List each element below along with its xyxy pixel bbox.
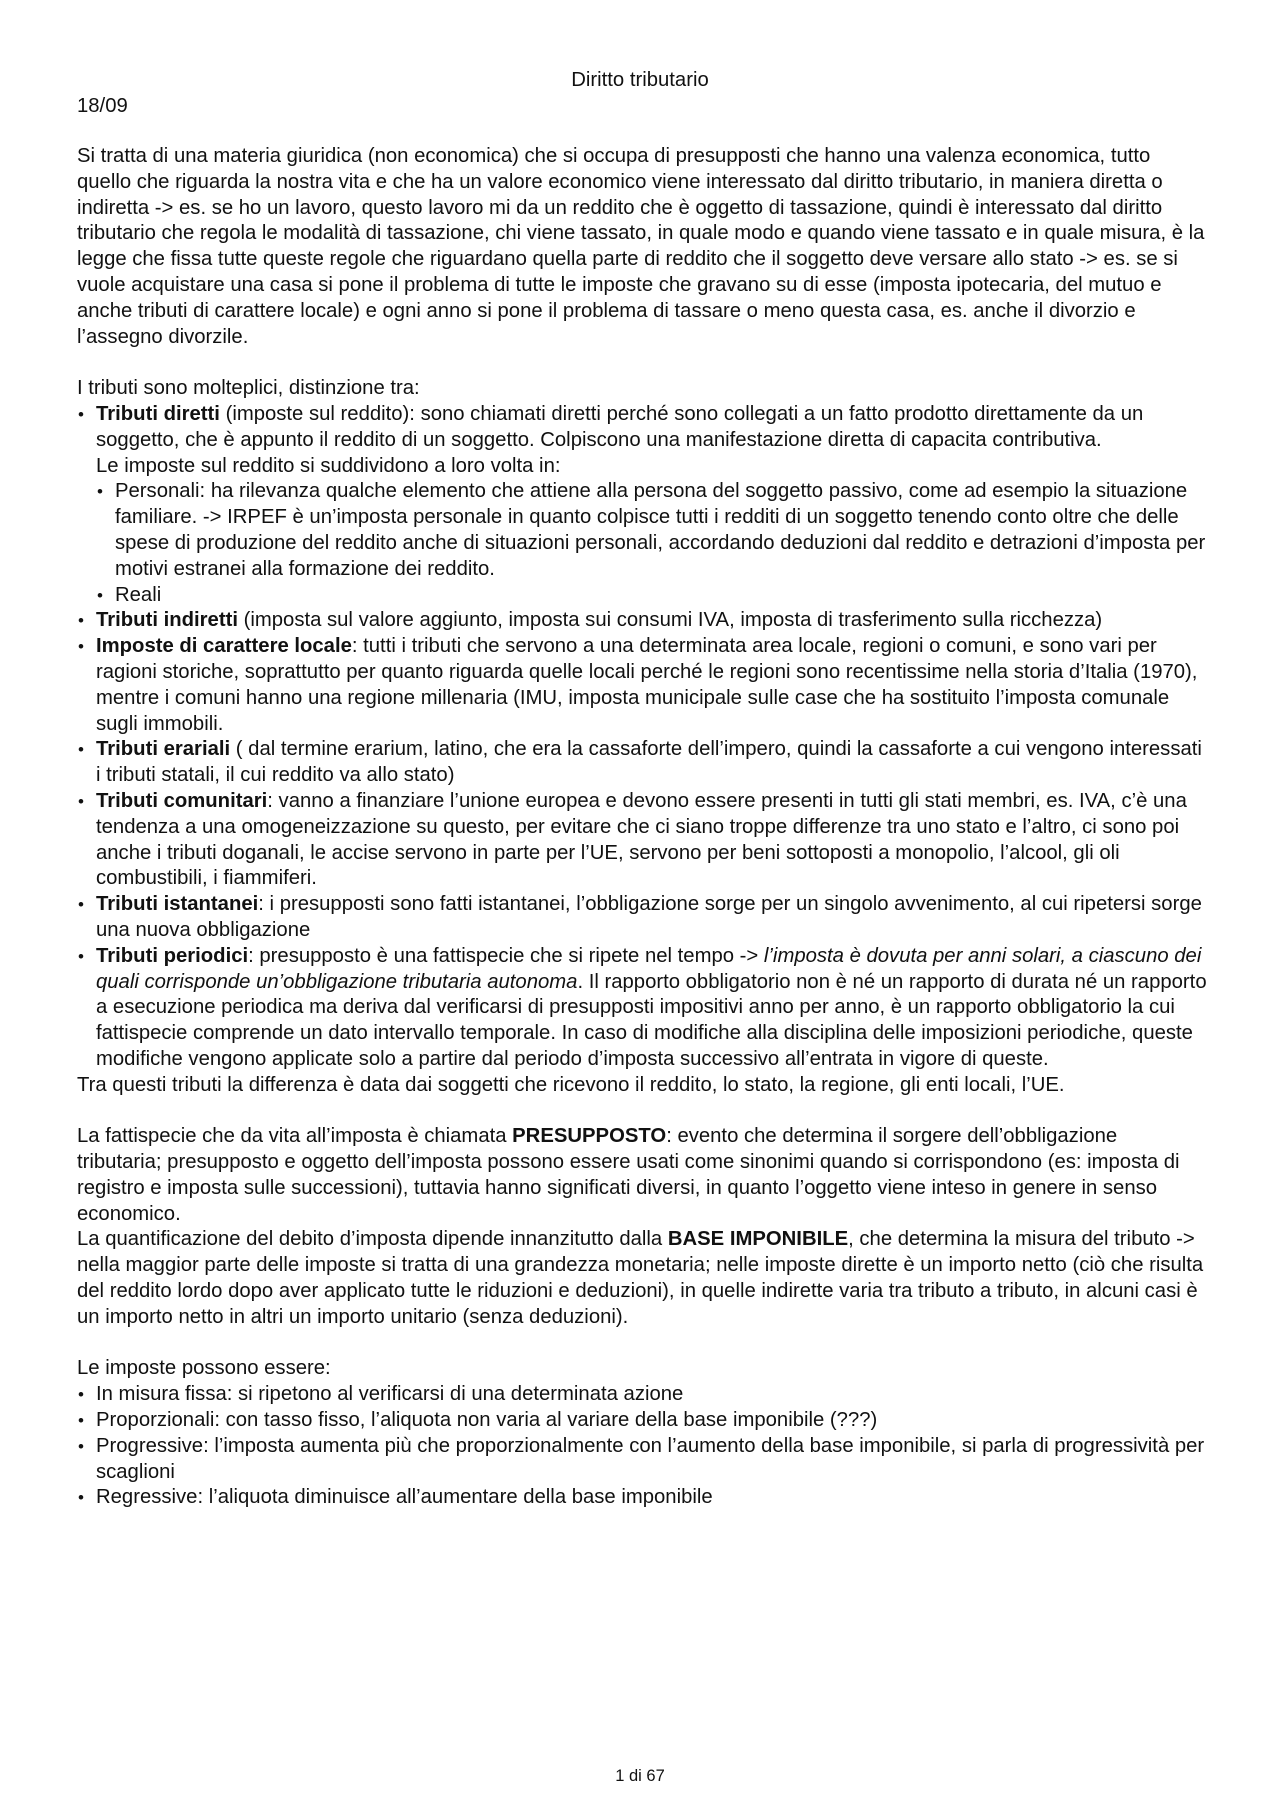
lecture-date: 18/09 [77,95,128,117]
presupposto-paragraph: La fattispecie che da vita all’imposta è chiamata PRESUPPOSTO: evento che determina il sorgere dell’obbligazione tributaria; presupposto e oggetto dell’imposta possono essere usati come sinonimi quando si corrispondono (es: imposta di registro e imposta sulle successioni), tuttavia hanno significati diversi, in quanto l’oggetto viene inteso in genere in senso economico. [77,1125,1180,1225]
term: Tributi periodici [96,944,249,967]
list-item: • In misura fissa: si ripetono al verificarsi di una determinata azione [77,1382,1207,1408]
sub-list [96,479,1207,608]
term: PRESUPPOSTO [512,1125,667,1148]
tributi-closing: Tra questi tributi la differenza è data dai soggetti che ricevono il reddito, lo stato, la regione, gli enti locali, l’UE. [77,1073,1065,1096]
list-item: • Imposte di carattere locale: tutti i tributi che servono a una determinata area locale, regioni o comuni, e sono vari per ragioni storiche, soprattutto per quanto riguarda quelle locali perché le regioni sono recentissime nella storia d’Italia (1970), mentre i comuni hanno una regione millenaria (IMU, imposta municipale sulle case che ha sostituito l’imposta comunale sugli immobili. [77,634,1207,737]
list-item: • Tributi istantanei: i presupposti sono fatti istantanei, l’obbligazione sorge per un singolo avvenimento, al cui ripetersi sorge una nuova obbligazione [77,892,1207,944]
italic-quote: l’imposta è dovuta per anni solari, a ciascuno dei quali corrisponde un’obbligazione tributaria autonoma [96,944,1202,993]
imposte-lead: Le imposte possono essere: [77,1357,331,1380]
list-item: • Proporzionali: con tasso fisso, l’aliquota non varia al variare della base imponibile (???) [77,1408,1207,1434]
imposte-list [77,1382,1207,1511]
list-item: • Personali: ha rilevanza qualche elemento che attiene alla persona del soggetto passivo, come ad esempio la situazione familiare. -> IRPEF è un’imposta personale in quanto colpisce tutti i redditi di un soggetto tenendo conto oltre che delle spese di produzione del reddito anche di situazioni personali, accordando deduzioni dal reddito e detrazioni d’imposta per motivi estranei alla formazione dei reddito. [96,479,1207,582]
term: Imposte di carattere locale [96,635,352,658]
tributi-list [77,402,1207,1073]
list-item: • Regressive: l’aliquota diminuisce all’aumentare della base imponibile [77,1485,1207,1511]
term: Tributi erariali [96,738,231,761]
term: BASE IMPONIBILE [667,1228,849,1251]
term: Tributi istantanei [96,893,259,916]
list-item: • Progressive: l’imposta aumenta più che proporzionalmente con l’aumento della base imponibile, si parla di progressività per scaglioni [77,1434,1207,1486]
term: Tributi comunitari [96,789,268,812]
base-imponibile-paragraph: La quantificazione del debito d’imposta dipende innanzitutto dalla BASE IMPONIBILE, che determina la misura del tributo -> nella maggior parte delle imposte si tratta di una grandezza monetaria; nelle imposte dirette è un importo netto (ciò che risulta del reddito lordo dopo aver applicato tutte le riduzioni e deduzioni), in quelle indirette varia tra tributo a tributo, in alcuni casi è un importo netto in altri un importo unitario (senza deduzioni). [77,1228,1204,1328]
list-item: • Tributi periodici: presupposto è una fattispecie che si ripete nel tempo -> l’imposta è dovuta per anni solari, a ciascuno dei quali corrisponde un’obbligazione tributaria autonoma. Il rapporto obbligatorio non è né un rapporto di durata né un rapporto a esecuzione periodica ma deriva dal verificarsi di presupposti impositivi anno per anno, è un rapporto obbligatorio la cui fattispecie comprende un dato intervallo temporale. In caso di modifiche alla disciplina delle imposizioni periodiche, queste modifiche vengono applicate solo a partire dal periodo d’imposta successivo all’entrata in vigore di queste. [77,944,1207,1073]
sub-lead: Le imposte sul reddito si suddividono a loro volta in: [96,454,561,477]
list-item: • Tributi comunitari: vanno a finanziare l’unione europea e devono essere presenti in tutti gli stati membri, es. IVA, c’è una tendenza a una omogeneizzazione su questo, per evitare che ci siano troppe differenze tra uno stato e l’altro, ci sono poi anche i tributi doganali, le accise servono in parte per l’UE, servono per beni sottoposti a monopolio, l’alcool, gli oli combustibili, i fiammiferi. [77,789,1207,892]
document-title: Diritto tributario [571,69,709,91]
page-number: 1 di 67 [615,1767,665,1785]
list-item: • Reali [96,583,1207,609]
list-item: • Tributi diretti (imposte sul reddito): sono chiamati diretti perché sono collegati a un fatto prodotto direttamente da un soggetto, che è appunto il reddito di un soggetto. Colpiscono una manifestazione diretta di capacita contributiva. Le imposte sul reddito si suddividono a loro volta in: • Personali: ha rilevanza qualche elemento che attiene alla persona del soggetto passivo, come ad esempio la situazione familiare. -> IRPEF è un’imposta personale in quanto colpisce tutti i redditi di un soggetto tenendo conto oltre che delle spese di produzione del reddito anche di situazioni personali, accordando deduzioni dal reddito e detrazioni d’imposta per motivi estranei alla formazione dei reddito. • Reali [77,402,1207,608]
term: Tributi indiretti [96,609,238,632]
document-body [77,144,1207,1511]
tributi-lead: I tributi sono molteplici, distinzione tra: [77,377,420,400]
term: Tributi diretti [96,402,220,425]
intro-paragraph: Si tratta di una materia giuridica (non economica) che si occupa di presupposti che hanno una valenza economica, tutto quello che riguarda la nostra vita e che ha un valore economico viene interessato dal diritto tributario, in maniera diretta o indiretta -> es. se ho un lavoro, questo lavoro mi da un reddito che è oggetto di tassazione, quindi è interessato dal diritto tributario che regola le modalità di tassazione, chi viene tassato, in quale modo e quando viene tassato e in quale misura, è la legge che fissa tutte queste regole che riguardano quella parte di reddito che il soggetto deve versare allo stato -> es. se si vuole acquistare una casa si pone il problema di tutte le imposte che gravano su di esse (imposta ipotecaria, del mutuo e anche tributi di carattere locale) e ogni anno si pone il problema di tassare o meno questa casa, es. anche il divorzio e l’assegno divorzile. [77,145,1205,348]
list-item: • Tributi erariali ( dal termine erarium, latino, che era la cassaforte dell’impero, quindi la cassaforte a cui vengono interessati i tributi statali, il cui reddito va allo stato) [77,737,1207,789]
list-item: • Tributi indiretti (imposta sul valore aggiunto, imposta sui consumi IVA, imposta di trasferimento sulla ricchezza) [77,608,1207,634]
